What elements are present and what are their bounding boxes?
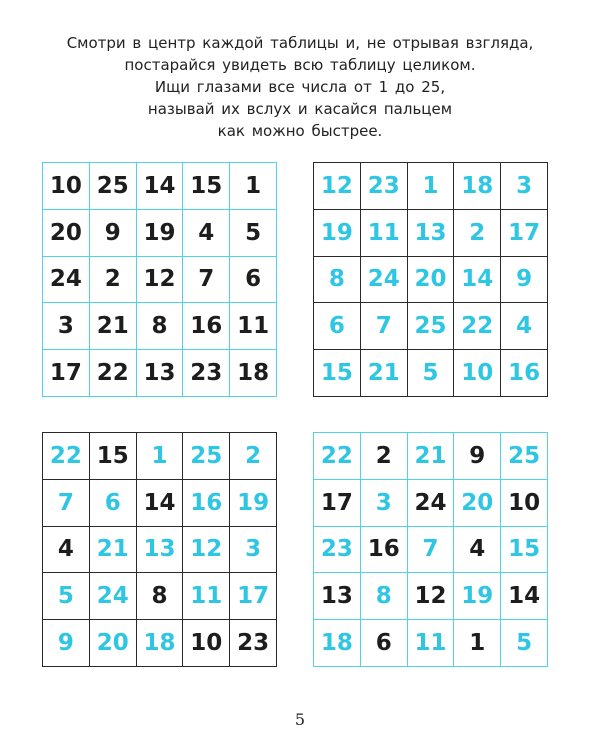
table-cell[interactable]: 18 <box>454 163 501 210</box>
table-cell[interactable]: 22 <box>43 433 90 480</box>
table-cell[interactable]: 7 <box>408 527 455 574</box>
page-number: 5 <box>294 710 306 729</box>
instruction-line: Смотри в центр каждой таблицы и, не отрывая взгляда, <box>66 34 534 52</box>
instruction-line: Ищи глазами все числа от 1 до 25, <box>154 78 446 96</box>
table-cell[interactable]: 5 <box>408 350 455 397</box>
schulte-table-3 <box>42 432 277 667</box>
table-cell[interactable]: 10 <box>183 620 230 667</box>
instruction-line: называй их вслух и касайся пальцем <box>147 100 453 118</box>
table-cell[interactable]: 5 <box>230 210 277 257</box>
table-cell[interactable]: 19 <box>137 210 184 257</box>
table-cell[interactable]: 11 <box>408 620 455 667</box>
table-cell[interactable]: 13 <box>314 573 361 620</box>
table-cell[interactable]: 10 <box>43 163 90 210</box>
table-cell[interactable]: 17 <box>230 573 277 620</box>
table-cell[interactable]: 24 <box>43 257 90 304</box>
table-cell[interactable]: 19 <box>314 210 361 257</box>
table-cell[interactable]: 12 <box>408 573 455 620</box>
table-cell[interactable]: 20 <box>43 210 90 257</box>
table-cell[interactable]: 16 <box>183 480 230 527</box>
table-cell[interactable]: 16 <box>501 350 548 397</box>
table-cell[interactable]: 12 <box>137 257 184 304</box>
table-cell[interactable]: 9 <box>43 620 90 667</box>
table-cell[interactable]: 15 <box>90 433 137 480</box>
table-cell[interactable]: 14 <box>137 480 184 527</box>
table-cell[interactable]: 24 <box>361 257 408 304</box>
table-cell[interactable]: 11 <box>183 573 230 620</box>
table-cell[interactable]: 20 <box>454 480 501 527</box>
table-cell[interactable]: 19 <box>454 573 501 620</box>
table-cell[interactable]: 23 <box>183 350 230 397</box>
table-cell[interactable]: 3 <box>501 163 548 210</box>
table-cell[interactable]: 5 <box>43 573 90 620</box>
table-cell[interactable]: 25 <box>183 433 230 480</box>
table-cell[interactable]: 21 <box>90 303 137 350</box>
table-cell[interactable]: 1 <box>408 163 455 210</box>
table-cell[interactable]: 23 <box>314 527 361 574</box>
table-cell[interactable]: 12 <box>314 163 361 210</box>
table-cell[interactable]: 15 <box>183 163 230 210</box>
table-cell[interactable]: 25 <box>90 163 137 210</box>
table-cell[interactable]: 24 <box>90 573 137 620</box>
table-cell[interactable]: 11 <box>230 303 277 350</box>
table-cell[interactable]: 13 <box>137 350 184 397</box>
table-cell[interactable]: 25 <box>501 433 548 480</box>
table-cell[interactable]: 23 <box>230 620 277 667</box>
table-cell[interactable]: 4 <box>183 210 230 257</box>
table-cell[interactable]: 9 <box>501 257 548 304</box>
table-cell[interactable]: 14 <box>137 163 184 210</box>
instruction-line: как можно быстрее. <box>217 122 383 140</box>
table-cell[interactable]: 8 <box>137 303 184 350</box>
table-cell[interactable]: 14 <box>501 573 548 620</box>
table-cell[interactable]: 8 <box>137 573 184 620</box>
table-cell[interactable]: 4 <box>43 527 90 574</box>
table-cell[interactable]: 3 <box>230 527 277 574</box>
table-cell[interactable]: 18 <box>314 620 361 667</box>
table-cell[interactable]: 22 <box>454 303 501 350</box>
table-cell[interactable]: 7 <box>183 257 230 304</box>
table-cell[interactable]: 6 <box>314 303 361 350</box>
table-cell[interactable]: 7 <box>43 480 90 527</box>
table-cell[interactable]: 17 <box>501 210 548 257</box>
table-cell[interactable]: 2 <box>361 433 408 480</box>
table-cell[interactable]: 7 <box>361 303 408 350</box>
table-cell[interactable]: 4 <box>501 303 548 350</box>
schulte-table-1 <box>42 162 277 397</box>
table-cell[interactable]: 9 <box>90 210 137 257</box>
table-cell[interactable]: 3 <box>361 480 408 527</box>
table-cell[interactable]: 4 <box>454 527 501 574</box>
table-cell[interactable]: 2 <box>454 210 501 257</box>
table-cell[interactable]: 10 <box>501 480 548 527</box>
table-cell[interactable]: 8 <box>314 257 361 304</box>
table-cell[interactable]: 2 <box>90 257 137 304</box>
schulte-table-2 <box>313 162 548 397</box>
table-cell[interactable]: 22 <box>90 350 137 397</box>
instruction-line: постарайся увидеть всю таблицу целиком. <box>124 56 476 74</box>
table-cell[interactable]: 21 <box>408 433 455 480</box>
table-cell[interactable]: 5 <box>501 620 548 667</box>
table-cell[interactable]: 18 <box>137 620 184 667</box>
table-cell[interactable]: 1 <box>454 620 501 667</box>
table-cell[interactable]: 18 <box>230 350 277 397</box>
table-cell[interactable]: 11 <box>361 210 408 257</box>
table-cell[interactable]: 20 <box>408 257 455 304</box>
table-cell[interactable]: 6 <box>230 257 277 304</box>
table-cell[interactable]: 13 <box>137 527 184 574</box>
table-cell[interactable]: 13 <box>408 210 455 257</box>
table-cell[interactable]: 21 <box>90 527 137 574</box>
table-cell[interactable]: 21 <box>361 350 408 397</box>
table-cell[interactable]: 16 <box>183 303 230 350</box>
table-cell[interactable]: 12 <box>183 527 230 574</box>
table-cell[interactable]: 3 <box>43 303 90 350</box>
table-cell[interactable]: 22 <box>314 433 361 480</box>
schulte-table-4 <box>313 432 548 667</box>
table-cell[interactable]: 16 <box>361 527 408 574</box>
table-cell[interactable]: 8 <box>361 573 408 620</box>
table-cell[interactable]: 1 <box>230 163 277 210</box>
table-cell[interactable]: 6 <box>361 620 408 667</box>
table-cell[interactable]: 15 <box>314 350 361 397</box>
table-cell[interactable]: 24 <box>408 480 455 527</box>
table-cell[interactable]: 14 <box>454 257 501 304</box>
table-cell[interactable]: 15 <box>501 527 548 574</box>
table-cell[interactable]: 2 <box>230 433 277 480</box>
table-cell[interactable]: 1 <box>137 433 184 480</box>
table-cell[interactable]: 17 <box>43 350 90 397</box>
table-cell[interactable]: 10 <box>454 350 501 397</box>
table-cell[interactable]: 9 <box>454 433 501 480</box>
table-cell[interactable]: 17 <box>314 480 361 527</box>
table-cell[interactable]: 19 <box>230 480 277 527</box>
table-cell[interactable]: 20 <box>90 620 137 667</box>
table-cell[interactable]: 6 <box>90 480 137 527</box>
instructions-text <box>40 32 560 142</box>
table-cell[interactable]: 23 <box>361 163 408 210</box>
table-cell[interactable]: 25 <box>408 303 455 350</box>
